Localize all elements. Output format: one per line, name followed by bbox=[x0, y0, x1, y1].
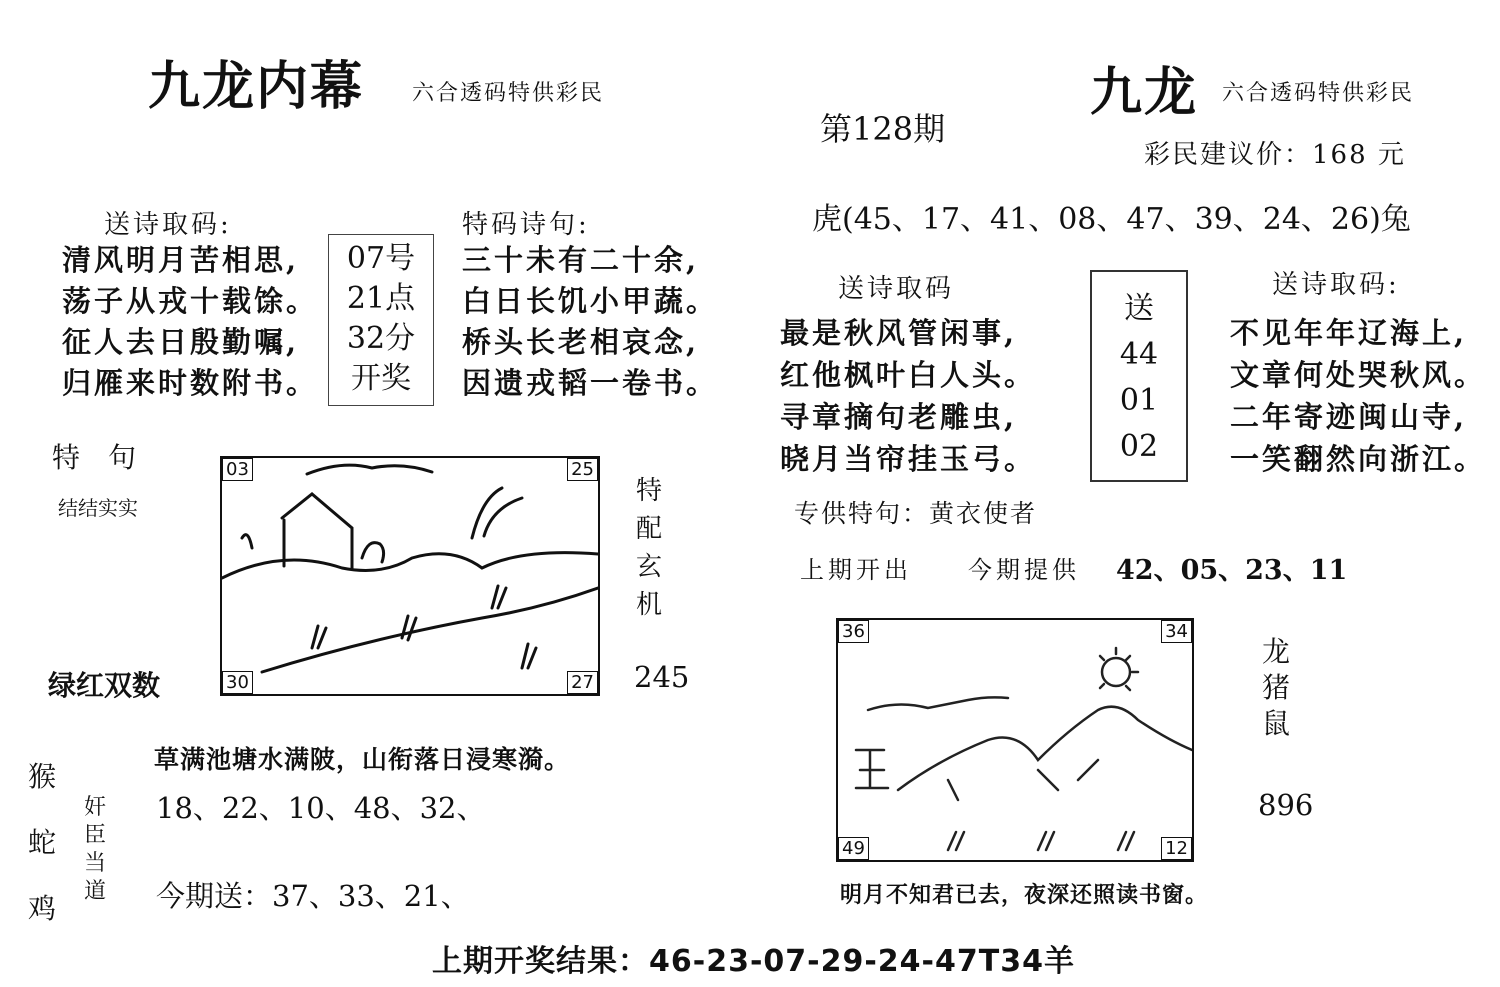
poem-line: 征人去日殷勤嘱, bbox=[62, 325, 300, 359]
poem-line: 文章何处哭秋风。 bbox=[1230, 358, 1487, 392]
left-poem2 bbox=[462, 240, 718, 404]
send-line: 送 bbox=[1124, 291, 1154, 326]
send-line: 01 bbox=[1119, 383, 1159, 418]
poem-line: 一笑翻然向浙江。 bbox=[1230, 442, 1487, 476]
left-poem2-header: 特码诗句: bbox=[462, 210, 590, 240]
time-line: 07号 bbox=[346, 241, 416, 276]
left-title: 九龙内幕 bbox=[148, 56, 365, 117]
right-special-line: 专供特句：黄衣使者 bbox=[794, 499, 1038, 528]
left-special-text: 结结实实 bbox=[58, 496, 138, 520]
left-riddle-picture bbox=[220, 456, 600, 696]
picture-corner-number: 12 bbox=[1161, 837, 1192, 860]
side-char: 猪 bbox=[1262, 671, 1291, 704]
poem-line: 白日长饥小甲蔬。 bbox=[462, 284, 719, 318]
side-char: 机 bbox=[636, 590, 663, 620]
left-send-line: 今期送：37、33、21、 bbox=[156, 879, 470, 913]
right-side-vertical bbox=[1262, 634, 1290, 742]
animal-char: 鸡 bbox=[28, 892, 57, 925]
picture-corner-number: 49 bbox=[838, 837, 869, 860]
right-poem1 bbox=[780, 312, 1036, 480]
left-side-number: 245 bbox=[634, 660, 690, 694]
left-numbers-line: 18、22、10、48、32、 bbox=[156, 791, 486, 825]
provide-label: 今期提供 bbox=[968, 556, 1080, 584]
left-side-vertical bbox=[636, 472, 662, 624]
left-animals-vertical bbox=[28, 744, 56, 942]
provide-numbers: 42、05、23、11 bbox=[1116, 555, 1348, 586]
left-special-label: 特 句 bbox=[52, 441, 137, 474]
animal-char: 猴 bbox=[28, 760, 57, 793]
tiger-rabbit-line: 虎(45、17、41、08、47、39、24、26)兔 bbox=[812, 202, 1411, 237]
poem-line: 最是秋风管闲事, bbox=[780, 316, 1018, 350]
side-char: 玄 bbox=[636, 552, 663, 582]
side-char: 特 bbox=[636, 476, 663, 506]
picture-corner-number: 34 bbox=[1161, 620, 1192, 643]
poem-line: 因遗戎韬一卷书。 bbox=[462, 366, 719, 400]
picture-corner-number: 30 bbox=[222, 671, 253, 694]
poem-line: 清风明月苦相思, bbox=[62, 243, 300, 277]
picture-corner-number: 25 bbox=[567, 458, 598, 481]
right-verse: 明月不知君已去，夜深还照读书窗。 bbox=[840, 882, 1209, 908]
phrase-char: 当 bbox=[84, 851, 107, 876]
right-title: 九龙 bbox=[1090, 62, 1199, 123]
side-char: 配 bbox=[636, 514, 663, 544]
side-char: 鼠 bbox=[1262, 707, 1291, 740]
right-side-number: 896 bbox=[1258, 788, 1314, 822]
left-poem1 bbox=[62, 240, 318, 404]
send-line: 44 bbox=[1119, 337, 1159, 372]
poem-line: 晓月当帘挂玉弓。 bbox=[780, 442, 1037, 476]
phrase-char: 臣 bbox=[84, 823, 107, 848]
right-riddle-picture bbox=[836, 618, 1194, 862]
left-phrase-vertical bbox=[84, 794, 106, 906]
right-send-box bbox=[1090, 270, 1188, 482]
poem-line: 不见年年辽海上, bbox=[1230, 316, 1468, 350]
previous-result: 上期开奖结果：46-23-07-29-24-47T34羊 bbox=[432, 944, 1075, 979]
animal-char: 蛇 bbox=[28, 826, 57, 859]
left-poem1-header: 送诗取码: bbox=[104, 210, 232, 240]
poem-line: 归雁来时数附书。 bbox=[62, 366, 319, 400]
price-line: 彩民建议价：168 元 bbox=[1144, 140, 1406, 170]
poem-line: 二年寄迹闽山寺, bbox=[1230, 400, 1468, 434]
issue-number: 第128期 bbox=[820, 110, 946, 148]
poem-line: 红他枫叶白人头。 bbox=[780, 358, 1037, 392]
right-poem2-header: 送诗取码: bbox=[1272, 270, 1400, 300]
time-line: 开奖 bbox=[351, 361, 411, 396]
left-time-box bbox=[328, 234, 434, 406]
last-period-label: 上期开出 bbox=[800, 556, 912, 584]
poem-line: 桥头长老相哀念, bbox=[462, 325, 700, 359]
poem-line: 荡子从戎十载馀。 bbox=[62, 284, 319, 318]
poem-line: 三十未有二十余, bbox=[462, 243, 700, 277]
left-color-label: 绿红双数 bbox=[48, 669, 161, 702]
time-line: 32分 bbox=[346, 321, 416, 356]
time-line: 21点 bbox=[346, 281, 416, 316]
send-line: 02 bbox=[1119, 429, 1159, 464]
picture-corner-number: 36 bbox=[838, 620, 869, 643]
poem-line: 寻章摘句老雕虫, bbox=[780, 400, 1018, 434]
house-hills-sketch bbox=[222, 458, 598, 694]
sun-mountains-sketch bbox=[838, 620, 1192, 860]
picture-corner-number: 27 bbox=[567, 671, 598, 694]
right-poem1-header: 送诗取码 bbox=[838, 274, 955, 304]
right-subtitle: 六合透码特供彩民 bbox=[1222, 81, 1415, 106]
left-subtitle: 六合透码特供彩民 bbox=[412, 81, 605, 106]
picture-corner-number: 03 bbox=[222, 458, 253, 481]
phrase-char: 奸 bbox=[84, 795, 107, 820]
side-char: 龙 bbox=[1262, 635, 1291, 668]
phrase-char: 道 bbox=[84, 879, 107, 904]
left-verse: 草满池塘水满陂，山衔落日浸寒漪。 bbox=[154, 745, 571, 774]
right-poem2 bbox=[1230, 312, 1486, 480]
